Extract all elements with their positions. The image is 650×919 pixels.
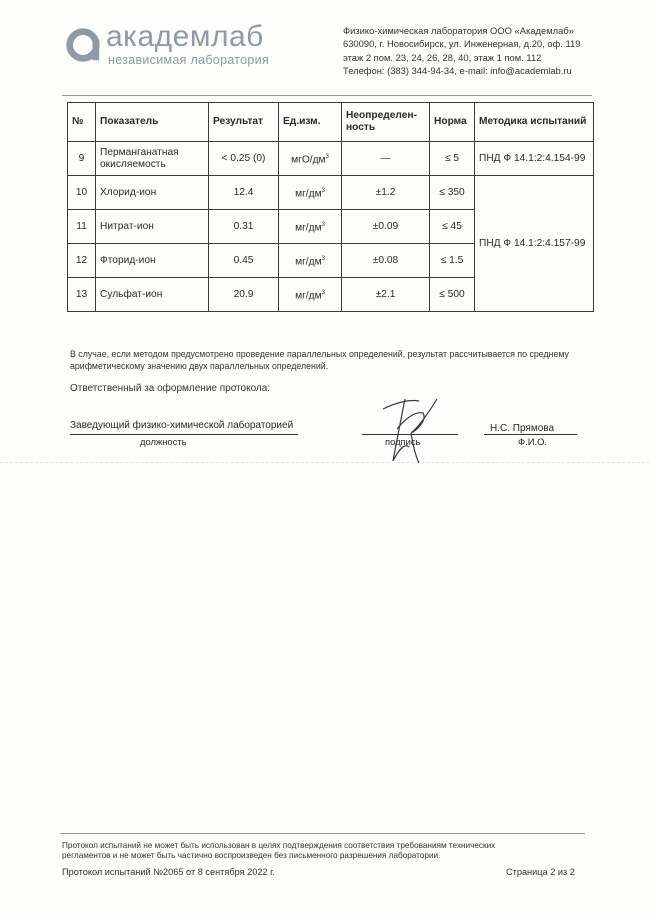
position-caption: должность <box>140 436 187 447</box>
footer-divider <box>60 833 585 834</box>
col-header-name: Показатель <box>96 103 209 142</box>
cell-unit: мгО/$дм^3$ <box>279 142 342 176</box>
cell-num: 13 <box>68 278 96 312</box>
calculation-note: В случае, если методом предусмотрено проведение параллельных определений, результат рассчитывается по среднему арифметическому значению двух параллельных определений. <box>70 349 569 371</box>
cell-result: 12.4 <box>209 176 279 210</box>
col-header-uncertainty: Неопределен-ность <box>342 103 430 142</box>
organization-info <box>343 24 580 78</box>
cell-num: 9 <box>68 142 96 176</box>
cell-norm: ≤ 45 <box>430 210 475 244</box>
org-line: Телефон: (383) 344-94-34, e-mail: info@academlab.ru <box>343 65 572 77</box>
header-divider <box>62 95 592 96</box>
org-line: этаж 2 пом. 23, 24, 26, 28, 40, этаж 1 пом. 112 <box>343 51 542 63</box>
col-header-method: Методика испытаний <box>475 103 594 142</box>
academlab-logo-icon <box>64 26 102 64</box>
cell-num: 12 <box>68 244 96 278</box>
cell-norm: ≤ 500 <box>430 278 475 312</box>
cell-unit: $мг/дм^3$ <box>279 278 342 312</box>
results-table <box>67 102 594 312</box>
signer-position: Заведующий физико-химической лабораторией <box>70 420 294 431</box>
table-header-row <box>68 103 594 142</box>
cell-method: ПНД Ф 14.1:2:4.154-99 <box>475 142 594 176</box>
cell-result: 0.45 <box>209 244 279 278</box>
col-header-unit: Ед.изм. <box>279 103 342 142</box>
col-header-result: Результат <box>209 103 279 142</box>
cell-norm: ≤ 5 <box>430 142 475 176</box>
col-header-num: № <box>68 103 96 142</box>
org-line: Физико-химическая лаборатория ООО «Академлаб» <box>343 25 574 36</box>
logo-subtitle: независимая лаборатория <box>108 53 270 67</box>
table-row <box>68 142 594 176</box>
responsible-label: Ответственный за оформление протокола: <box>70 383 271 394</box>
position-line <box>70 434 298 435</box>
table-row <box>68 176 594 210</box>
cell-name: Сульфат-ион <box>96 278 209 312</box>
handwritten-signature-icon <box>375 389 443 469</box>
cell-uncertainty: ±0.09 <box>342 210 430 244</box>
page-number: Страница 2 из 2 <box>506 867 575 877</box>
cell-result: 20.9 <box>209 278 279 312</box>
name-caption: Ф.И.О. <box>518 436 547 447</box>
cell-method-merged: ПНД Ф 14.1:2:4.157-99 <box>475 176 594 312</box>
cell-name: Хлорид-ион <box>96 176 209 210</box>
footer-disclaimer: Протокол испытаний не может быть использован в целях подтверждения соответствия требованиям технических регламентов и не может быть частично воспроизведен без письменного разрешения лаборатории. <box>62 841 496 861</box>
cell-name: Фторид-ион <box>96 244 209 278</box>
signer-name: Н.С. Прямова <box>490 423 555 434</box>
cell-norm: ≤ 1.5 <box>430 244 475 278</box>
signature-caption: подпись <box>385 436 421 447</box>
cell-num: 10 <box>68 176 96 210</box>
cell-name: Перманганатная окисляемость <box>96 142 209 176</box>
cell-uncertainty: ±1.2 <box>342 176 430 210</box>
cell-norm: ≤ 350 <box>430 176 475 210</box>
scan-fold-line <box>0 462 650 463</box>
signature-line <box>362 434 458 435</box>
col-header-norm: Норма <box>430 103 475 142</box>
cell-unit: $мг/дм^3$ <box>279 176 342 210</box>
cell-uncertainty: ±0.08 <box>342 244 430 278</box>
logo-name: академлаб <box>106 20 264 53</box>
cell-name: Нитрат-ион <box>96 210 209 244</box>
cell-num: 11 <box>68 210 96 244</box>
cell-uncertainty: — <box>342 142 430 176</box>
org-line: 630090, г. Новосибирск, ул. Инженерная, д.20, оф. 119 <box>343 38 581 50</box>
cell-result: < 0.25 (0) <box>209 142 279 176</box>
cell-unit: $мг/дм^3$ <box>279 244 342 278</box>
name-line <box>484 434 577 435</box>
cell-unit: $мг/дм^3$ <box>279 210 342 244</box>
cell-result: 0.31 <box>209 210 279 244</box>
cell-uncertainty: ±2.1 <box>342 278 430 312</box>
protocol-number: Протокол испытаний №2065 от 8 сентября 2022 г. <box>62 867 275 877</box>
